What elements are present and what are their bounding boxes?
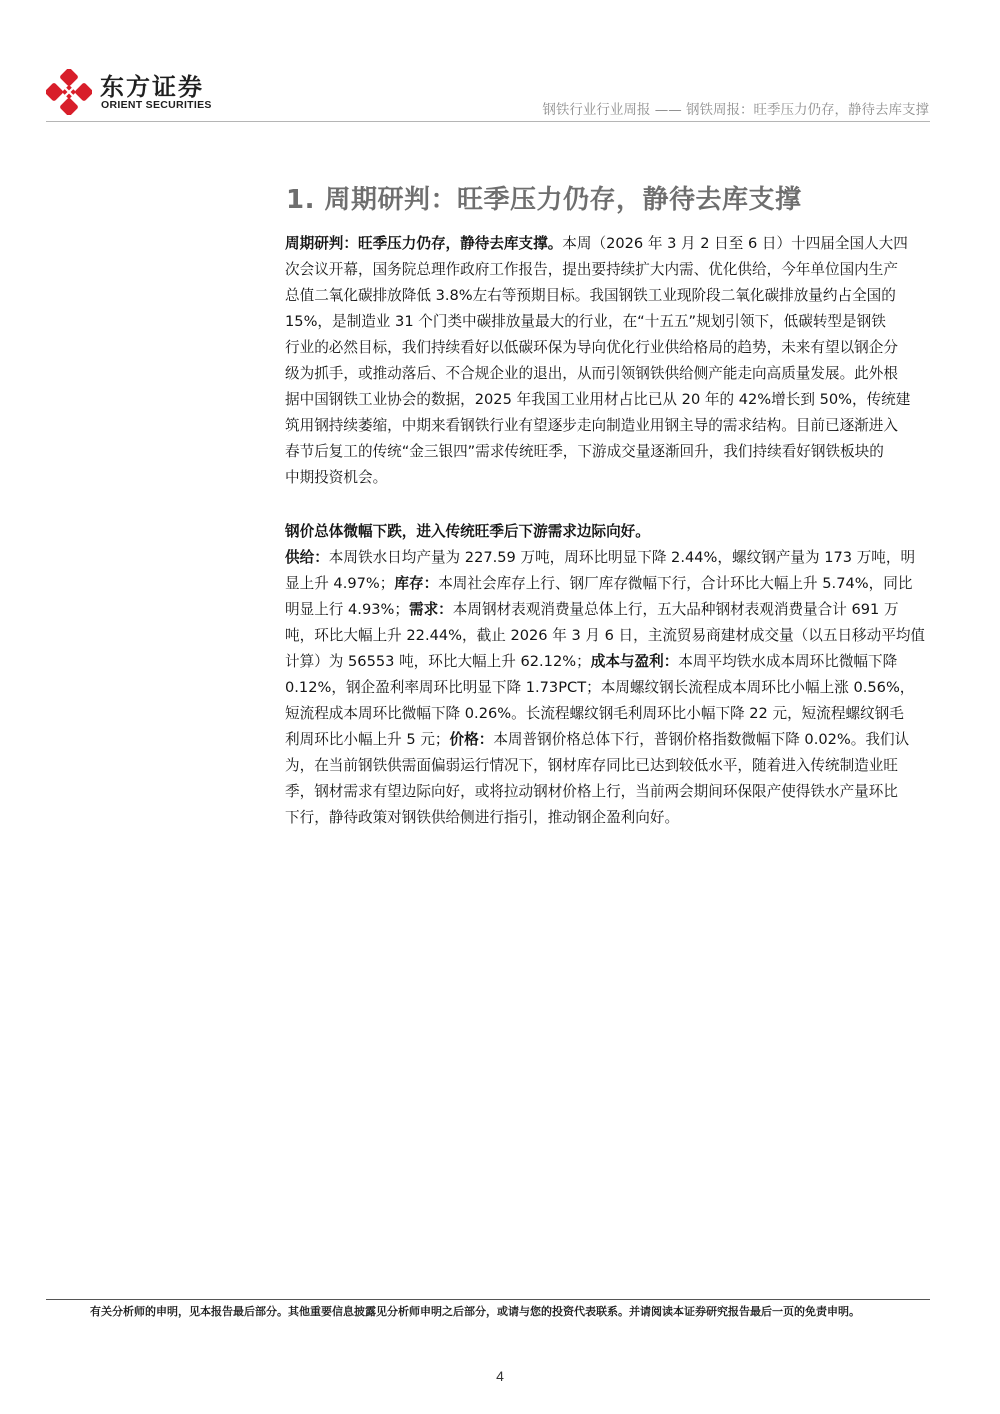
text-run: 本周钢材表观消费量总体上行，五大品种钢材表观消费量合计 691 万 [452,601,899,618]
company-logo [46,66,236,118]
subheading: 钢价总体微幅下跌，进入传统旺季后下游需求边际向好。 [285,523,650,540]
text-run: 本周普钢价格总体下行，普钢价格指数微幅下降 0.02%。我们认 [493,731,910,748]
text-run: 计算）为 56553 吨，环比大幅上升 62.12%； [285,653,591,670]
text-line [285,545,935,571]
text-line: 据中国钢铁工业协会的数据，2025 年我国工业用材占比已从 20 年的 42%增长到 50%，传统建 [285,391,911,408]
brand-name-en: ORIENT SECURITIES [101,99,212,111]
paragraph-cycle-judgement [285,231,935,491]
text-line: 次会议开幕，国务院总理作政府工作报告，提出要持续扩大内需、优化供给，今年单位国内生产 [285,261,898,278]
text-line: 行业的必然目标，我们持续看好以低碳环保为导向优化行业供给格局的趋势，未来有望以钢企分 [285,339,898,356]
text-line [285,727,935,753]
text-line [285,231,935,257]
text-run: 明显上行 4.93%； [285,601,409,618]
page-number: 4 [496,1368,504,1384]
text-line [285,597,935,623]
text-run: 利周环比小幅上升 5 元； [285,731,450,748]
text-run: 显上升 4.97%； [285,575,395,592]
label-price: 价格： [449,731,494,748]
text-line: 吨，环比大幅上升 22.44%，截止 2026 年 3 月 6 日，主流贸易商建材成交量（以五日移动平均值 [285,627,926,644]
text-line [285,571,935,597]
text-line: 下行，静待政策对钢铁供给侧进行指引，推动钢企盈利向好。 [285,809,680,826]
text-line: 筑用钢持续萎缩，中期来看钢铁行业有望逐步走向制造业用钢主导的需求结构。目前已逐渐进入 [285,417,898,434]
text-run: 本周铁水日均产量为 227.59 万吨，周环比明显下降 2.44%，螺纹钢产量为 173 万吨，明 [328,549,916,566]
paragraph-price-heading [285,519,935,545]
text-line: 级为抓手，或推动落后、不合规企业的退出，从而引领钢铁供给侧产能走向高质量发展。此外根 [285,365,898,382]
text-line: 总值二氧化碳排放降低 3.8%左右等预期目标。我国钢铁工业现阶段二氧化碳排放量约占全国的 [285,287,896,304]
footer-disclaimer: 有关分析师的申明，见本报告最后部分。其他重要信息披露见分析师申明之后部分，或请与您的投资代表联系。并请阅读本证券研究报告最后一页的免责申明。 [90,1305,860,1318]
report-header-title: 钢铁行业行业周报 —— 钢铁周报：旺季压力仍存，静待去库支撑 [542,102,929,118]
text-line: 中期投资机会。 [285,469,388,486]
text-line: 为，在当前钢铁供需面偏弱运行情况下，钢材库存同比已达到较低水平，随着进入传统制造业旺 [285,757,898,774]
text-run: 本周（2026 年 3 月 2 日至 6 日）十四届全国人大四 [562,235,908,252]
text-line: 0.12%，钢企盈利率周环比明显下降 1.73PCT；本周螺纹钢长流程成本周环比小幅上涨 0.56%， [285,679,915,696]
label-inventory: 库存： [394,575,439,592]
text-line: 15%，是制造业 31 个门类中碳排放量最大的行业，在“十五五”规划引领下，低碳转型是钢铁 [285,313,886,330]
text-run: 本周平均铁水成本周环比微幅下降 [678,653,898,670]
paragraph-lead: 周期研判：旺季压力仍存，静待去库支撑。 [285,235,563,252]
label-supply: 供给： [285,549,329,566]
paragraph-market-details [285,545,935,831]
footer-divider [46,1299,930,1300]
brand-name-cn: 东方证券 [100,73,204,101]
section-title: 1. 周期研判：旺季压力仍存，静待去库支撑 [286,185,802,215]
text-line [285,649,935,675]
text-run: 本周社会库存上行、钢厂库存微幅下行，合计环比大幅上升 5.74%，同比 [438,575,913,592]
label-demand: 需求： [408,601,453,618]
orient-securities-logo-icon [46,69,92,115]
text-line: 春节后复工的传统“金三银四”需求传统旺季，下游成交量逐渐回升，我们持续看好钢铁板块的 [285,443,884,460]
header-divider [46,121,930,122]
text-line: 短流程成本周环比微幅下降 0.26%。长流程螺纹钢毛利周环比小幅下降 22 元，短流程螺纹钢毛 [285,705,904,722]
text-line: 季，钢材需求有望边际向好，或将拉动钢材价格上行，当前两会期间环保限产使得铁水产量环比 [285,783,898,800]
label-cost-profit: 成本与盈利： [590,653,679,670]
